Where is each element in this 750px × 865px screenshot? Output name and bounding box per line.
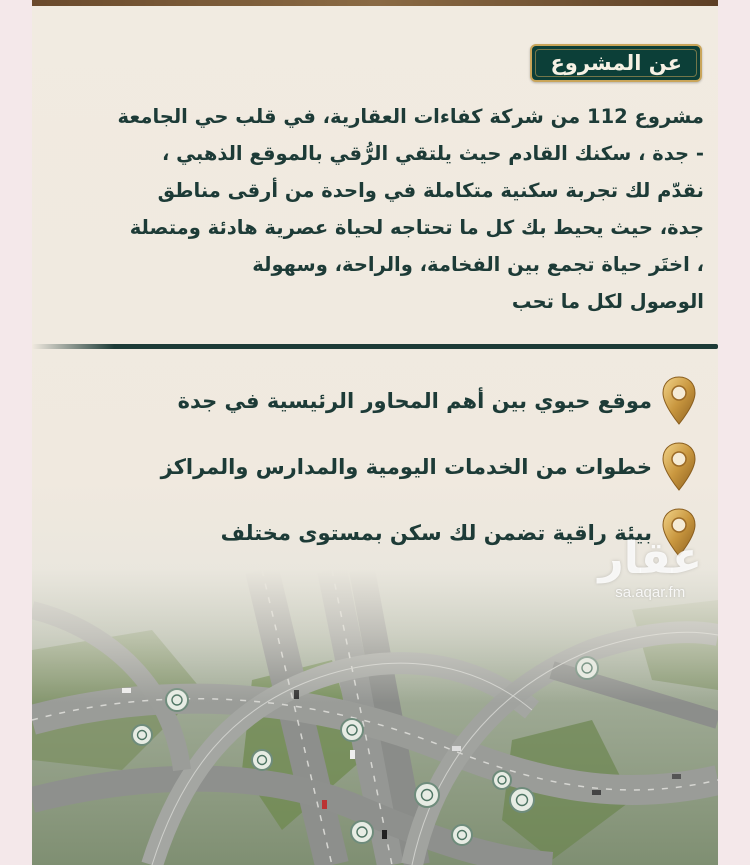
feature-item (56, 368, 696, 434)
aqar-url: sa.aqar.fm (615, 584, 686, 601)
description-line: الوصول لكل ما تحب (511, 290, 704, 313)
description-line: ، اختَر حياة تجمع بين الفخامة، والراحة، وسهولة (252, 253, 704, 276)
description-line: جدة، حيث يحيط بك كل ما تحتاجه لحياة عصرية هادئة ومتصلة (129, 216, 704, 239)
feature-item (56, 434, 696, 500)
aqar-logo-text: عقار (598, 533, 702, 584)
aerial-highway-interchange-image (32, 570, 718, 865)
feature-text: خطوات من الخدمات اليومية والمدارس والمراكز (160, 455, 652, 479)
location-pin-icon (662, 376, 696, 426)
project-description (44, 98, 704, 320)
feature-text: موقع حيوي بين أهم المحاور الرئيسية في جدة (177, 389, 652, 413)
location-pin-icon (662, 442, 696, 492)
aqar-watermark (598, 534, 702, 602)
description-line: نقدّم لك تجربة سكنية متكاملة في واحدة من أرقى مناطق (157, 179, 704, 202)
project-card (32, 6, 718, 865)
feature-text: بيئة راقية تضمن لك سكن بمستوى مختلف (220, 521, 652, 545)
section-divider (32, 344, 718, 349)
description-line: - جدة ، سكنك القادم حيث يلتقي الرُّقي بالموقع الذهبي ، (161, 142, 704, 165)
about-project-badge: عن المشروع (530, 44, 702, 82)
description-line: مشروع 112 من شركة كفاءات العقارية، في قلب حي الجامعة (117, 105, 704, 128)
